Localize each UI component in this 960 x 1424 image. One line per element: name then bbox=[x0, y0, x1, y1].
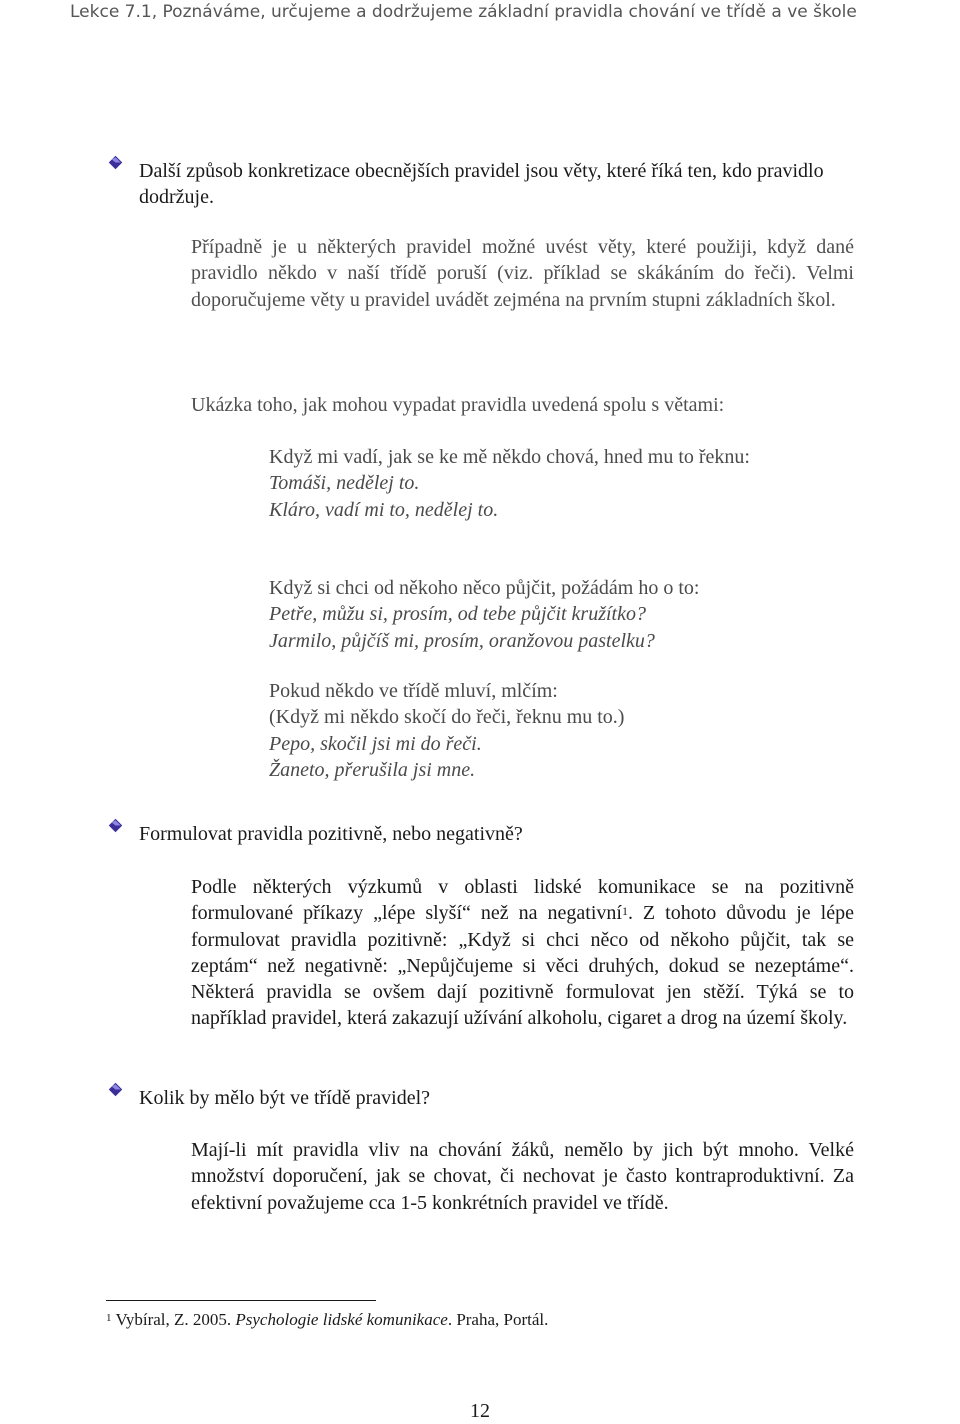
section-heading-text: Kolik by mělo být ve třídě pravidel? bbox=[139, 1087, 431, 1109]
section-heading-text: Další způsob konkretizace obecnějších pravidel jsou věty, které říká ten, kdo pravidlo dodržuje. bbox=[139, 160, 824, 208]
footnote-number: 1 bbox=[106, 1312, 112, 1324]
paragraph-text: Podle některých výzkumů v oblasti lidské komunikace se na pozitivně formulované příkazy „lépe slyší“ než na negativní bbox=[191, 876, 854, 925]
example-sentence: Kláro, vadí mi to, nedělej to. bbox=[269, 498, 499, 521]
footnote-publisher: . Praha, Portál. bbox=[447, 1310, 549, 1329]
footnote-author: Vybíral, Z. 2005. bbox=[115, 1310, 232, 1329]
diamond-bullet-icon bbox=[108, 155, 123, 170]
example-rule: Pokud někdo ve třídě mluví, mlčím: bbox=[269, 680, 558, 702]
footnote-divider bbox=[106, 1300, 376, 1301]
section-heading-text: Formulovat pravidla pozitivně, nebo negativně? bbox=[139, 823, 523, 845]
example-sentence: Žaneto, přerušila jsi mne. bbox=[269, 758, 476, 781]
example-rule: Když mi vadí, jak se ke mě někdo chová, hned mu to řeknu: bbox=[269, 446, 750, 468]
paragraph-positive-formulation bbox=[191, 874, 854, 1032]
footnote-title: Psychologie lidské komunikace bbox=[235, 1310, 448, 1329]
example-block-2 bbox=[269, 575, 809, 654]
example-intro: Ukázka toho, jak mohou vypadat pravidla uvedená spolu s větami: bbox=[191, 394, 725, 416]
example-rule: Když si chci od někoho něco půjčit, požádám ho o to: bbox=[269, 577, 700, 599]
example-note: (Když mi někdo skočí do řeči, řeknu mu to.) bbox=[269, 706, 625, 729]
example-sentence: Petře, můžu si, prosím, od tebe půjčit kružítko? bbox=[269, 603, 646, 626]
example-block-3 bbox=[269, 678, 809, 783]
example-sentence: Tomáši, nedělej to. bbox=[269, 472, 420, 495]
example-sentence: Jarmilo, půjčíš mi, prosím, oranžovou pastelku? bbox=[269, 629, 655, 652]
example-block-1 bbox=[269, 444, 809, 523]
footnote bbox=[106, 1308, 548, 1332]
diamond-bullet-icon bbox=[108, 818, 123, 833]
diamond-bullet-icon bbox=[108, 1082, 123, 1097]
page-number: 12 bbox=[470, 1400, 490, 1422]
footnote-reference: 1 bbox=[621, 904, 628, 919]
paragraph-rule-count: Mají-li mít pravidla vliv na chování žáků, nemělo by jich být mnoho. Velké množství doporučení, jak se chovat, či nechovat je často kontraproduktivní. Za efektivní považujeme cca 1-5 konkrétních pravidel ve třídě. bbox=[191, 1139, 854, 1214]
paragraph-text: . Z tohoto důvodu je lépe formulovat pravidla pozitivně: „Když si chci něco od někoho půjčit, tak se zeptám“ než negativně: „Nepůjčujeme si věci druhých, dokud se nezeptáme“. Některá pravidla se ovšem dají pozitivně formulovat jen stěží. Týká se to například pravidel, která zakazují užívání alkoholu, cigaret a drog na území školy. bbox=[191, 902, 854, 1030]
example-sentence: Pepo, skočil jsi mi do řeči. bbox=[269, 732, 482, 755]
paragraph-broken-rules: Případně je u některých pravidel možné uvést věty, které použiji, když dané pravidlo někdo v naší třídě poruší (viz. příklad se skákáním do řeči). Velmi doporučujeme věty u pravidel uvádět zejména na prvním stupni základních škol. bbox=[191, 236, 854, 311]
running-header: Lekce 7.1, Poznáváme, určujeme a dodržujeme základní pravidla chování ve třídě a ve škole bbox=[70, 2, 857, 22]
